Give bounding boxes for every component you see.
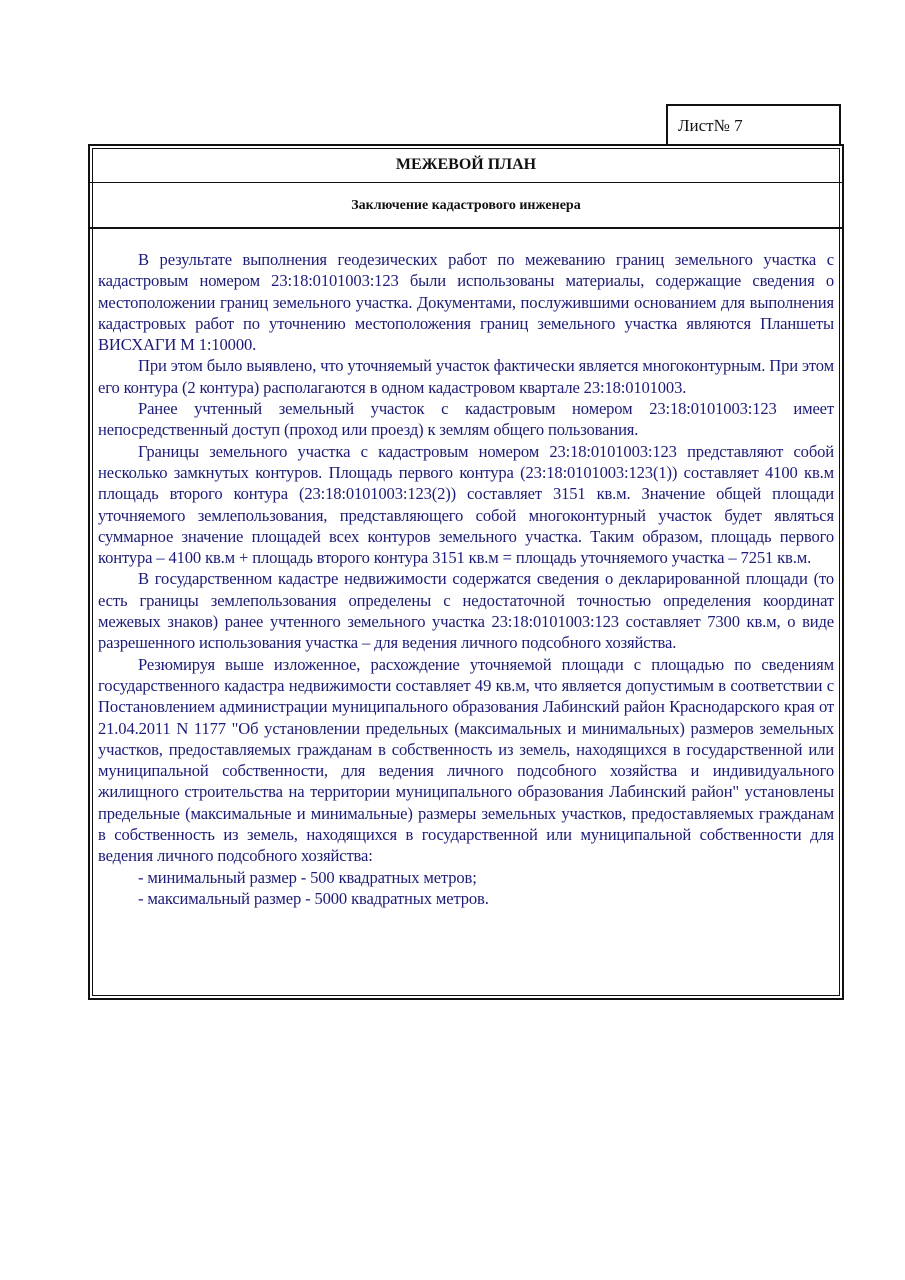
document-frame bbox=[88, 144, 844, 1000]
paragraph: Резюмируя выше изложенное, расхождение уточняемой площади с площадью по сведениям государственного кадастра недвижимости составляет 49 кв.м, что является допустимым в соответствии с Постановлением администрации муниципального образования Лабинский район Краснодарского края от 21.04.2011 N 1177 "Об установлении предельных (максимальных и минимальных) размеров земельных участков, предоставляемых гражданам в собственность из земель, находящихся в государственной или муниципальной собственности, для ведения личного подсобного хозяйства и индивидуального жилищного строительства на территории муниципального образования Лабинский район" установлены предельные (максимальные и минимальные) размеры земельных участков, предоставляемых гражданам в собственность из земель, находящихся в государственной или муниципальной собственности для ведения личного подсобного хозяйства: bbox=[98, 654, 834, 866]
section-title: Заключение кадастрового инженера bbox=[90, 183, 842, 229]
paragraph: В результате выполнения геодезических работ по межеванию границ земельного участка с кадастровым номером 23:18:0101003:123 были использованы материалы, содержащие сведения о местоположении границ земельного участка. Документами, послужившими основанием для выполнения кадастровых работ по уточнению местоположения границ земельного участка являются Планшеты ВИСХАГИ М 1:10000. bbox=[98, 250, 834, 355]
document-title: МЕЖЕВОЙ ПЛАН bbox=[90, 146, 842, 183]
list-item: - максимальный размер - 5000 квадратных метров. bbox=[138, 888, 489, 908]
list-item: - минимальный размер - 500 квадратных метров; bbox=[138, 867, 477, 887]
paragraph: При этом было выявлено, что уточняемый участок фактически является многоконтурным. При этом его контура (2 контура) располагаются в одном кадастровом квартале 23:18:0101003. bbox=[98, 356, 834, 397]
paragraph: Границы земельного участка с кадастровым номером 23:18:0101003:123 представляют собой несколько замкнутых контуров. Площадь первого контура (23:18:0101003:123(1)) составляет 4100 кв.м площадь второго контура (23:18:0101003:123(2)) составляет 3151 кв.м. Значение общей площади уточняемого землепользования, представляющего собой многоконтурный участок будет являться суммарное значение площадей всех контуров земельного участка. Таким образом, площадь первого контура – 4100 кв.м + площадь второго контура 3151 кв.м = площадь уточняемого участка – 7251 кв.м. bbox=[98, 441, 834, 568]
paragraph: Ранее учтенный земельный участок с кадастровым номером 23:18:0101003:123 имеет непосредственный доступ (проход или проезд) к землям общего пользования. bbox=[98, 399, 834, 440]
sheet-number: Лист№ 7 bbox=[666, 104, 841, 144]
paragraph: В государственном кадастре недвижимости содержатся сведения о декларированной площади (то есть границы землепользования определены с недостаточной точностью определения координат межевых знаков) ранее учтенного земельного участка 23:18:0101003:123 составляет 7300 кв.м, о виде разрешенного использования участка – для ведения личного подсобного хозяйства. bbox=[98, 569, 834, 653]
conclusion-body bbox=[90, 229, 842, 909]
